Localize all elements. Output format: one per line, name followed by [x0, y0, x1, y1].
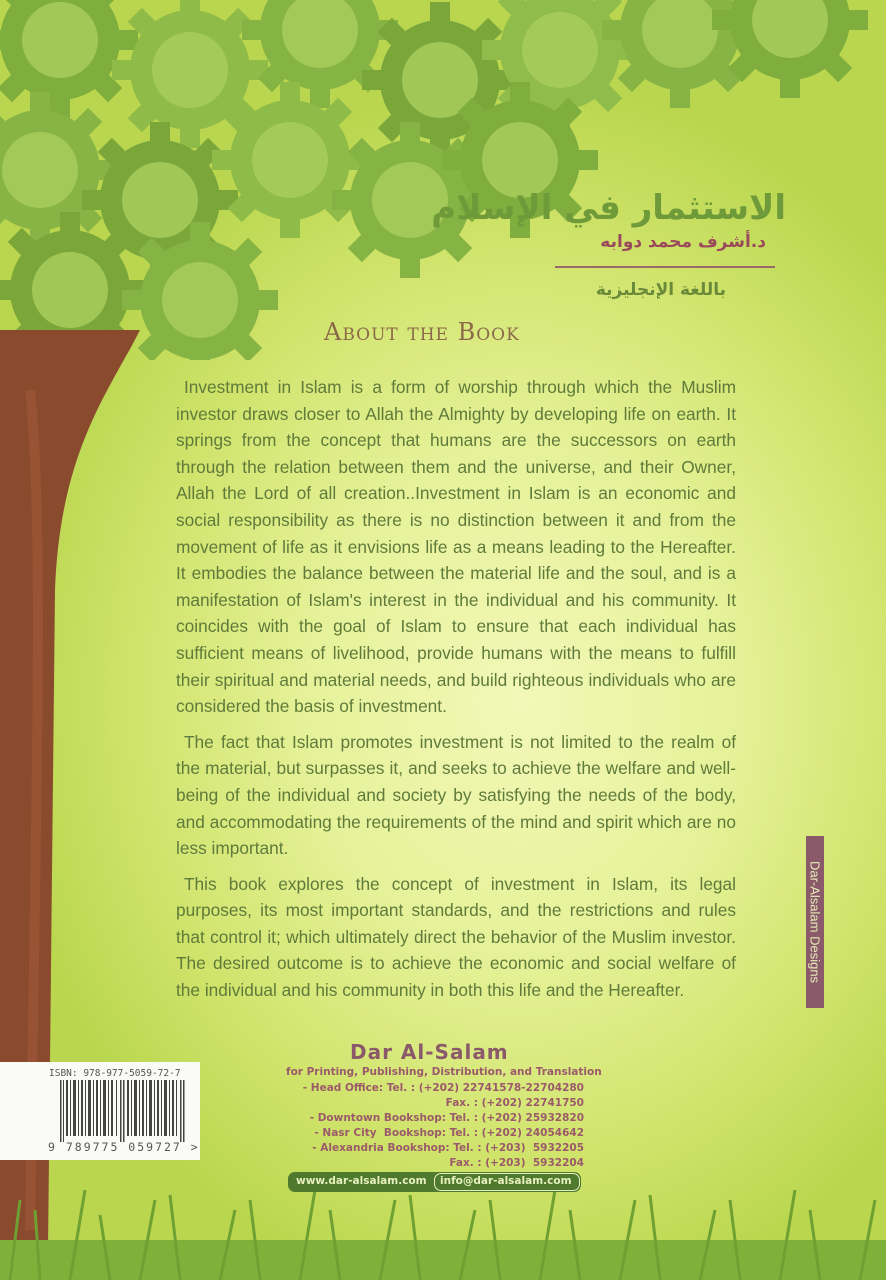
contact-head-office: - Head Office: Tel. : (+202) 22741578-22704280: [302, 1082, 584, 1094]
publisher-name: Dar Al-Salam: [350, 1040, 509, 1064]
arabic-book-title: الاستثمار في الإسلام: [431, 188, 786, 228]
title-divider: [555, 266, 775, 268]
contact-head-office-fax: Fax. : (+202) 22741750: [445, 1097, 584, 1109]
contact-alexandria: - Alexandria Bookshop: Tel. : (+203) 5932205: [312, 1142, 584, 1154]
book-description: [176, 374, 736, 1013]
contact-downtown: - Downtown Bookshop: Tel. : (+202) 25932820: [309, 1112, 584, 1124]
barcode-icon: [60, 1080, 188, 1142]
arabic-language-note: باللغة الإنجليزية: [595, 280, 726, 300]
contact-alexandria-fax: Fax. : (+203) 5932204: [449, 1157, 584, 1169]
email-link[interactable]: info@dar-alsalam.com: [440, 1175, 572, 1187]
contact-nasr-city: - Nasr City Bookshop: Tel. : (+202) 24054642: [314, 1127, 584, 1139]
description-paragraph: The fact that Islam promotes investment is not limited to the realm of the material, but surpasses it, and seeks to achieve the welfare and well-being of the individual and society by satisfying the needs of the body, and accommodating the requirements of the mind and spirit which are no less important.: [176, 731, 736, 859]
website-link[interactable]: www.dar-alsalam.com: [296, 1175, 427, 1187]
isbn-label: ISBN: 978-977-5059-72-7: [49, 1068, 181, 1079]
section-heading: About the Book: [324, 318, 520, 346]
description-paragraph: This book explores the concept of investment in Islam, its legal purposes, its most important standards, and the restrictions and rules that control it; which ultimately direct the behavior of the Muslim investor. The desired outcome is to achieve the economic and social welfare of the individual and his community in both this life and the Hereafter.: [176, 873, 736, 1001]
arabic-author-name: د.أشرف محمد دوابه: [600, 232, 766, 252]
designer-label-text: Dar-Alsalam Designs: [807, 860, 823, 984]
publisher-tagline: for Printing, Publishing, Distribution, and Translation: [286, 1066, 602, 1078]
gear-canopy-illustration: [0, 0, 886, 360]
designer-spine-label: [806, 836, 824, 1008]
barcode-digits: 9 789775 059727 >: [48, 1140, 200, 1154]
description-paragraph: Investment in Islam is a form of worship through which the Muslim investor draws closer to Allah the Almighty by developing life on earth. It springs from the concept that humans are the successors on earth through the relation between them and the universe, and their Owner, Allah the Lord of all creation..Investment in Islam is an economic and social responsibility as there is no distinction between it and from the movement of life as it envisions life as a means leading to the Hereafter. It embodies the balance between the material life and the soul, and is a manifestation of Islam's interest in the individual and his community. It coincides with the goal of Islam to ensure that each individual has sufficient means of livelihood, provide humans with the means to fulfill their spiritual and material needs, and build righteous individuals who are considered the basis of investment.: [176, 377, 736, 717]
